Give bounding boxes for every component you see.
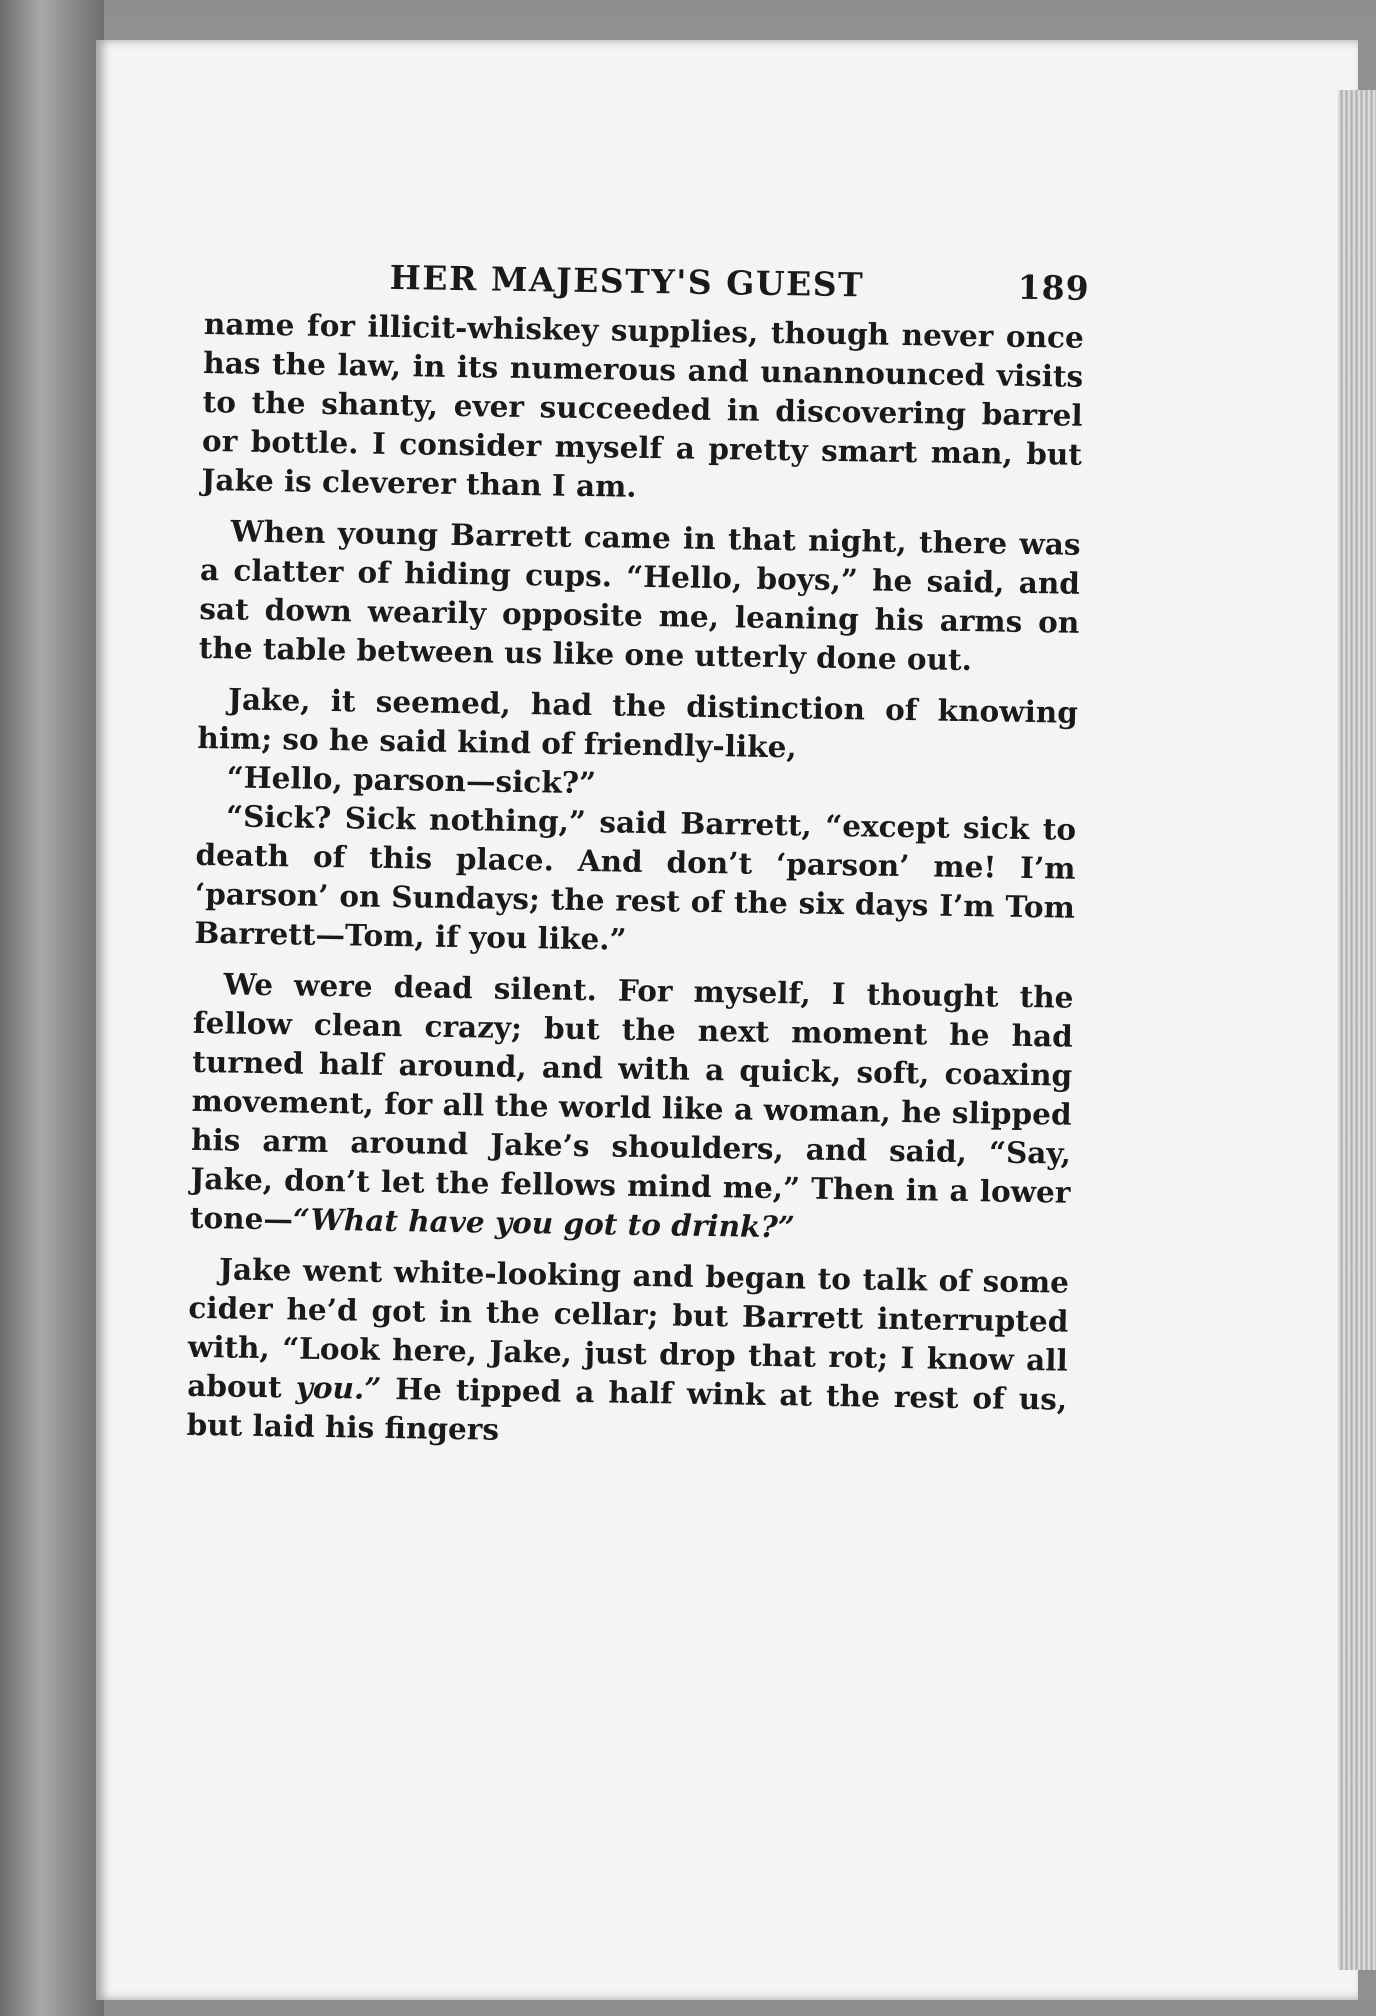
paragraph-text: We were dead silent. For myself, I thought the fellow clean crazy; but the next moment he had turned half around, and with a quick, soft, coaxing movement, for all the world like a woman, he slipped his arm around Jake’s shoulders, and said, “Say, Jake, don’t let the fellows mind me,” Then in a lower tone— [189,966,1074,1237]
running-head-title: HER MAJESTY'S GUEST [389,257,865,305]
page-number: 189 [1017,267,1090,308]
book-spine-edge [0,0,104,2016]
paragraph: Jake, it seemed, had the distinction of knowing him; so he said kind of friendly-like, [197,681,1079,765]
paragraph [190,964,1074,1251]
paragraph-text: Jake went white-looking and began to talk of some cider he’d got in the cellar; but Barrett interrupted with, “Look here, Jake, just drop that rot; I know all about [186,1251,1070,1405]
page-stack-edge [1338,90,1376,1970]
paragraph: When young Barrett came in that night, there was a clatter of hiding cups. “Hello, boys,” he said, and sat down wearily opposite me, leaning his arms on the table between us like one utterly done out. [198,513,1081,678]
paragraph: name for illicit-whiskey supplies, though never once has the law, in its numerous and unannounced visits to the shanty, ever succeeded in discovering barrel or bottle. I consider myself a pretty smart man, but Jake is cleverer than I am. [201,305,1085,504]
page-text-block [186,255,1090,1470]
italic-text: you.” [295,1369,382,1406]
paragraph: “Sick? Sick nothing,” said Barrett, “except sick to death of this place. And don’t ‘parson’ me! I’m ‘parson’ on Sundays; the rest of the six days I’m Tom Barrett—Tom, if you like.” [194,798,1077,957]
body-text [186,304,1084,1458]
paragraph-text: He tipped a half wink at the rest of us, but laid his fingers [186,1370,1068,1447]
paragraph: “Hello, parson—sick?” [226,759,597,801]
paragraph [186,1249,1069,1458]
italic-text: “What have you got to drink?” [292,1201,796,1245]
